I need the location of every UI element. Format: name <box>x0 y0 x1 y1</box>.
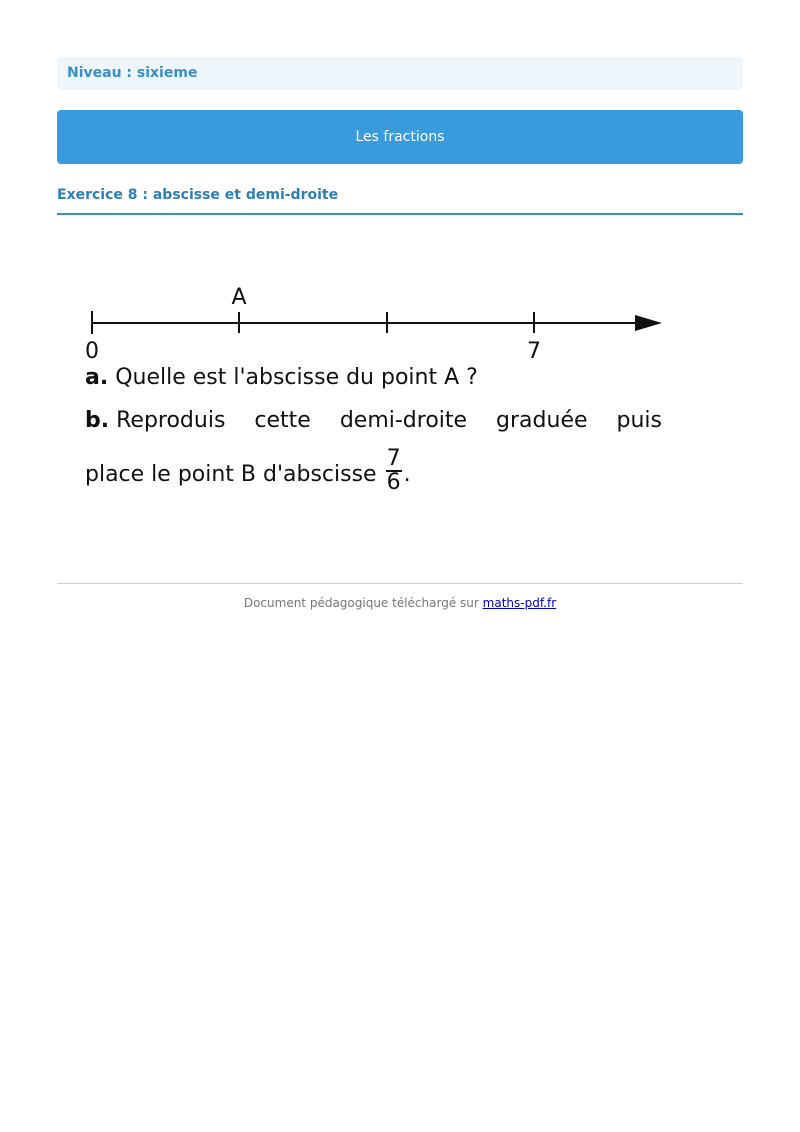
page-title: Les fractions <box>355 129 445 145</box>
question-b-marker: b. <box>85 408 110 433</box>
footer <box>57 596 743 610</box>
question-a-text: Quelle est l'abscisse du point A ? <box>115 365 478 390</box>
question-b-period: . <box>403 462 411 487</box>
level-text: Niveau : sixieme <box>67 65 198 81</box>
fraction <box>386 448 402 494</box>
tick-label-7: 7 <box>527 339 541 364</box>
exercise-figure <box>57 260 743 520</box>
page-title-bar <box>57 110 743 164</box>
question-b-line1 <box>85 408 662 433</box>
question-b-line2 <box>85 446 411 498</box>
footer-divider <box>57 583 743 584</box>
fraction-denominator: 6 <box>386 470 401 495</box>
question-b-word: Reproduis <box>116 408 226 433</box>
footer-text: Document pédagogique téléchargé sur <box>243 596 479 610</box>
fraction-numerator: 7 <box>386 446 401 471</box>
question-b-word: puis <box>616 408 662 433</box>
footer-link[interactable]: maths-pdf.fr <box>482 596 557 610</box>
question-b-word: demi-droite <box>339 408 468 433</box>
arrow-head-icon <box>635 315 662 331</box>
question-b-word: cette <box>254 408 311 433</box>
question-b-line2-text: place le point B d'abscisse <box>85 462 377 487</box>
number-line <box>57 260 743 370</box>
question-a <box>85 365 478 390</box>
exercise-title: Exercice 8 : abscisse et demi-droite <box>57 185 743 215</box>
level-banner <box>57 57 743 90</box>
question-a-marker: a. <box>85 365 109 390</box>
question-b-word: graduée <box>496 408 588 433</box>
question-b-first-word <box>85 408 225 433</box>
point-a-label: A <box>231 285 247 310</box>
tick-label-0: 0 <box>85 339 99 364</box>
